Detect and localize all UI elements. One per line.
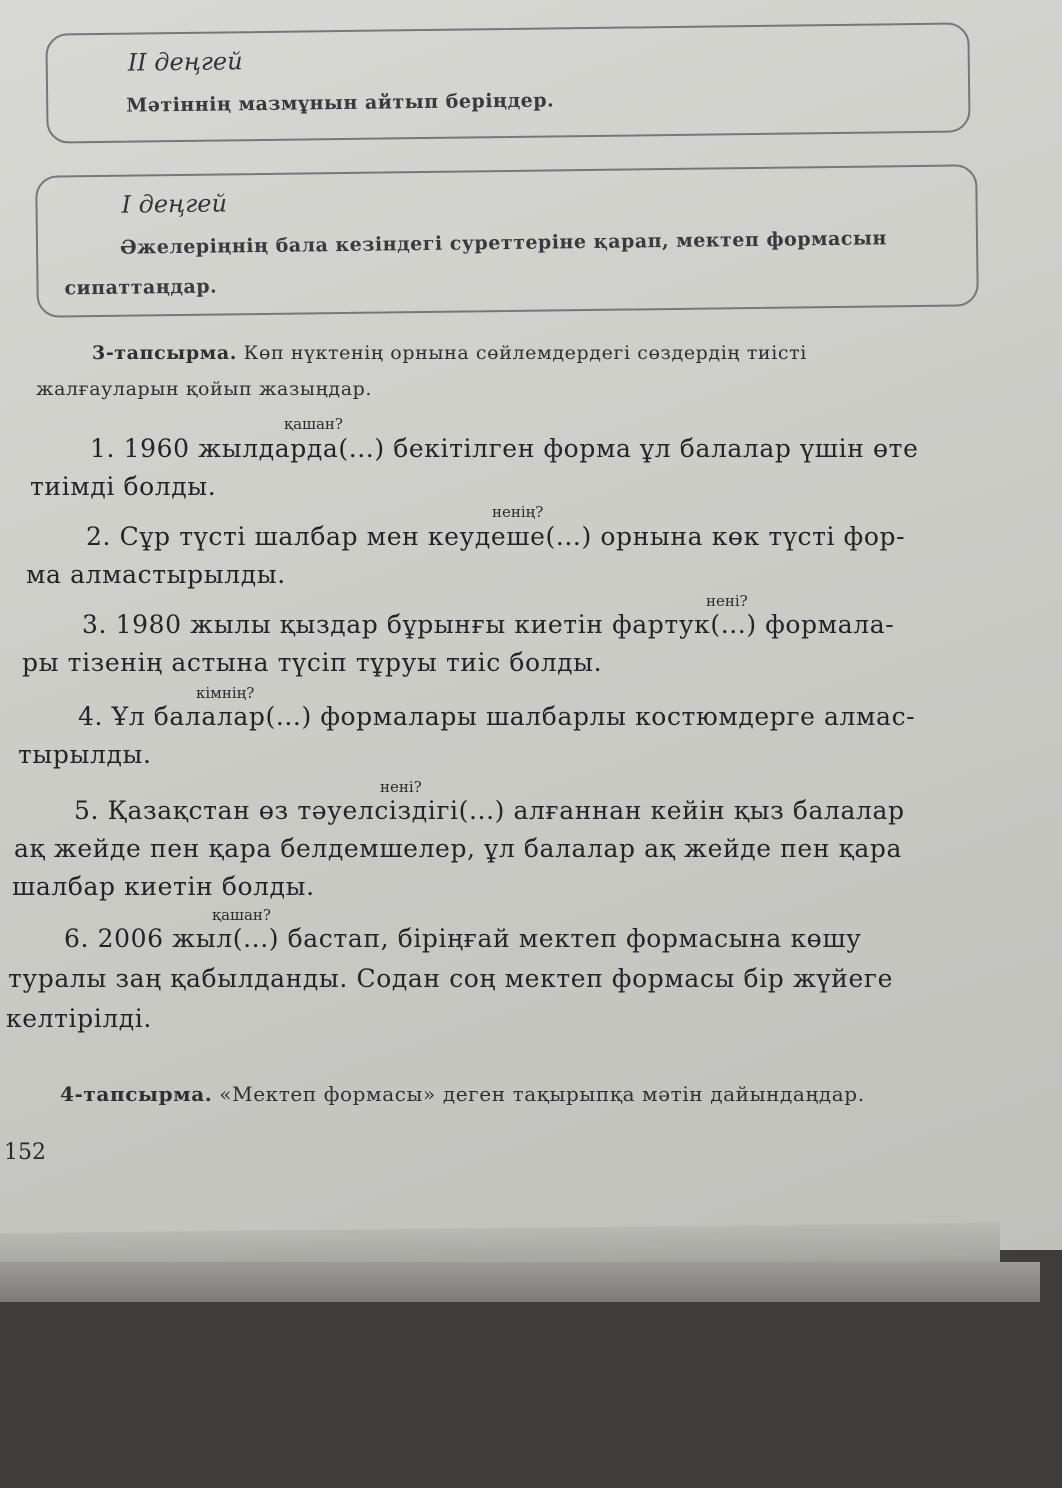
task4-text: «Мектеп формасы» деген тақырыпқа мәтін дайындаңдар. (219, 1082, 865, 1106)
level1-line1: Әжелеріңнің бала кезіндегі суреттеріне қарап, мектеп формасын (119, 227, 888, 259)
level1-line2: сипаттаңдар. (64, 275, 218, 300)
item5-line3: шалбар киетін болды. (12, 872, 315, 901)
item2-line2: ма алмастырылды. (26, 560, 286, 589)
item4-line2: тырылды. (18, 740, 152, 769)
task3-line1 (92, 342, 807, 364)
level2-title: II деңгей (127, 47, 243, 77)
task3-line2: жалғауларын қойып жазыңдар. (36, 378, 373, 400)
level2-box (45, 22, 970, 143)
item5-line2: ақ жейде пен қара белдемшелер, ұл балалар ақ жейде пен қара (14, 834, 902, 863)
item4-hint: кімнің? (196, 684, 255, 702)
item5-hint: нені? (380, 778, 422, 796)
task3-label: 3-тапсырма. (92, 342, 238, 364)
item6-hint: қашан? (212, 906, 271, 924)
item6-line1: 6. 2006 жыл(...) бастап, біріңғай мектеп формасына көшу (64, 924, 862, 953)
item3-line2: ры тізенің астына түсіп тұруы тиіс болды. (22, 648, 603, 677)
item3-hint: нені? (706, 592, 748, 610)
task3-text: Көп нүктенің орнына сөйлемдердегі сөздердің тиісті (243, 342, 807, 364)
level1-box (35, 164, 979, 317)
item6-line3: келтірілді. (6, 1004, 152, 1033)
task4 (60, 1082, 865, 1106)
book-edge (0, 1262, 1040, 1302)
item1-line1: 1. 1960 жылдарда(...) бекітілген форма ұл балалар үшін өте (90, 434, 919, 463)
item4-line1: 4. Ұл балалар(...) формалары шалбарлы костюмдерге алмас- (78, 702, 916, 731)
task4-label: 4-тапсырма. (60, 1082, 213, 1106)
page-number: 152 (4, 1140, 46, 1165)
item1-line2: тиімді болды. (30, 472, 217, 501)
level2-instruction: Мәтіннің мазмұнын айтып беріңдер. (126, 89, 555, 117)
item3-line1: 3. 1980 жылы қыздар бұрынғы киетін фартук(...) формала- (82, 610, 895, 639)
level1-title: І деңгей (121, 189, 228, 219)
item2-line1: 2. Сұр түсті шалбар мен кеудеше(...) орнына көк түсті фор- (86, 522, 906, 551)
item5-line1: 5. Қазақстан өз тәуелсіздігі(...) алғаннан кейін қыз балалар (74, 796, 905, 825)
item2-hint: ненің? (492, 503, 544, 521)
item1-hint: қашан? (284, 415, 343, 433)
item6-line2: туралы заң қабылданды. Содан соң мектеп формасы бір жүйеге (8, 964, 894, 993)
